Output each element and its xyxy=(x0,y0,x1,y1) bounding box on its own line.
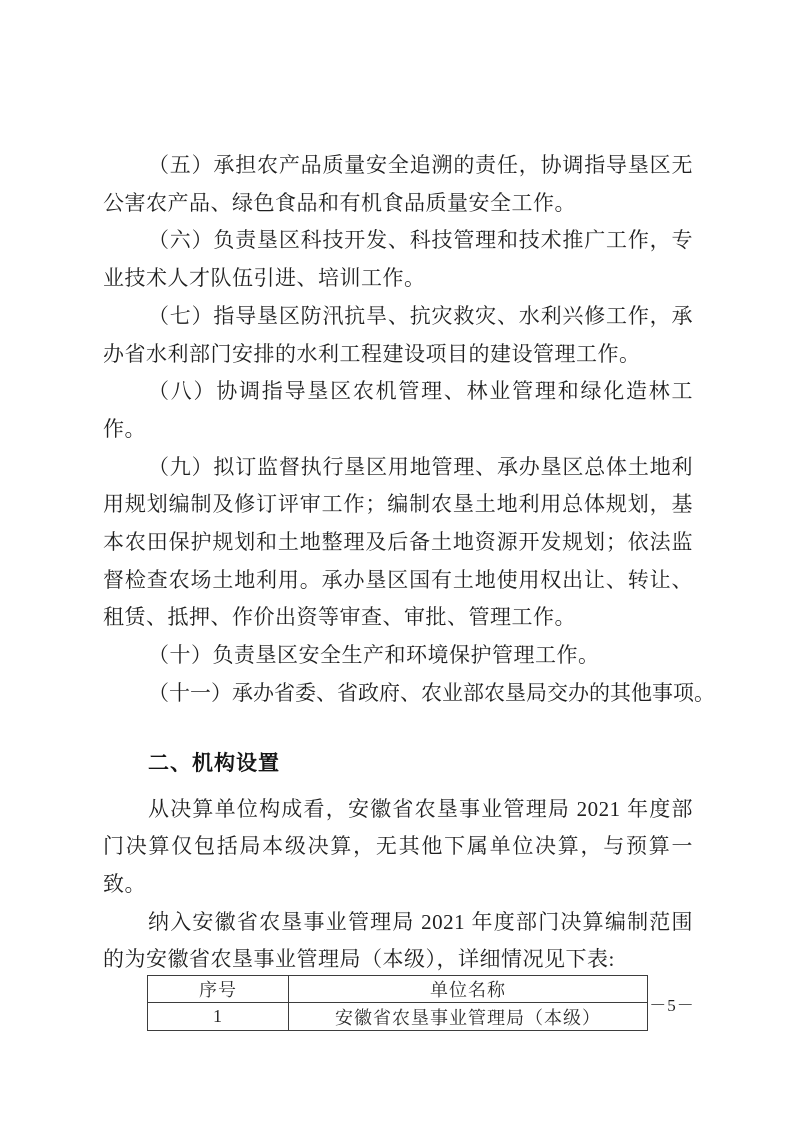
paragraph-item-7: （七）指导垦区防汛抗旱、抗灾救灾、水利兴修工作，承办省水利部门安排的水利工程建设项目的建设管理工作。 xyxy=(103,303,693,366)
paragraph-item-9: （九）拟订监督执行垦区用地管理、承办垦区总体土地利用规划编制及修订评审工作；编制农垦土地利用总体规划，基本农田保护规划和土地整理及后备土地资源开发规划；依法监督检查农场土地利用。承办垦区国有土地使用权出让、转让、租赁、抵押、作价出资等审查、审批、管理工作。 xyxy=(103,454,693,630)
paragraph-item-6: （六）负责垦区科技开发、科技管理和技术推广工作，专业技术人才队伍引进、培训工作。 xyxy=(103,228,693,291)
paragraph-item-11: （十一）承办省委、省政府、农业部农垦局交办的其他事项。 xyxy=(148,680,715,705)
page-number: －5－ xyxy=(649,996,695,1015)
paragraph-units-overview: 从决算单位构成看，安徽省农垦事业管理局 2021 年度部门决算仅包括局本级决算，无其他下属单位决算，与预算一致。 xyxy=(103,796,693,896)
paragraph-item-10: （十）负责垦区安全生产和环境保护管理工作。 xyxy=(148,643,600,668)
column-header-unit-name: 单位名称 xyxy=(289,976,648,1003)
section-heading-organization: 二、机构设置 xyxy=(148,751,280,775)
table-header-row xyxy=(148,976,648,1003)
column-header-index: 序号 xyxy=(148,976,289,1003)
document-body xyxy=(103,147,715,1031)
cell-index: 1 xyxy=(148,1003,289,1031)
table-row xyxy=(148,1003,648,1031)
paragraph-scope-intro: 纳入安徽省农垦事业管理局 2021 年度部门决算编制范围的为安徽省农垦事业管理局（本级），详细情况见下表: xyxy=(103,909,693,972)
unit-list-table xyxy=(147,975,648,1031)
paragraph-item-5: （五）承担农产品质量安全追溯的责任，协调指导垦区无公害农产品、绿色食品和有机食品质量安全工作。 xyxy=(103,153,693,215)
cell-unit-name: 安徽省农垦事业管理局（本级） xyxy=(289,1003,648,1031)
paragraph-item-8: （八）协调指导垦区农机管理、林业管理和绿化造林工作。 xyxy=(103,379,693,441)
